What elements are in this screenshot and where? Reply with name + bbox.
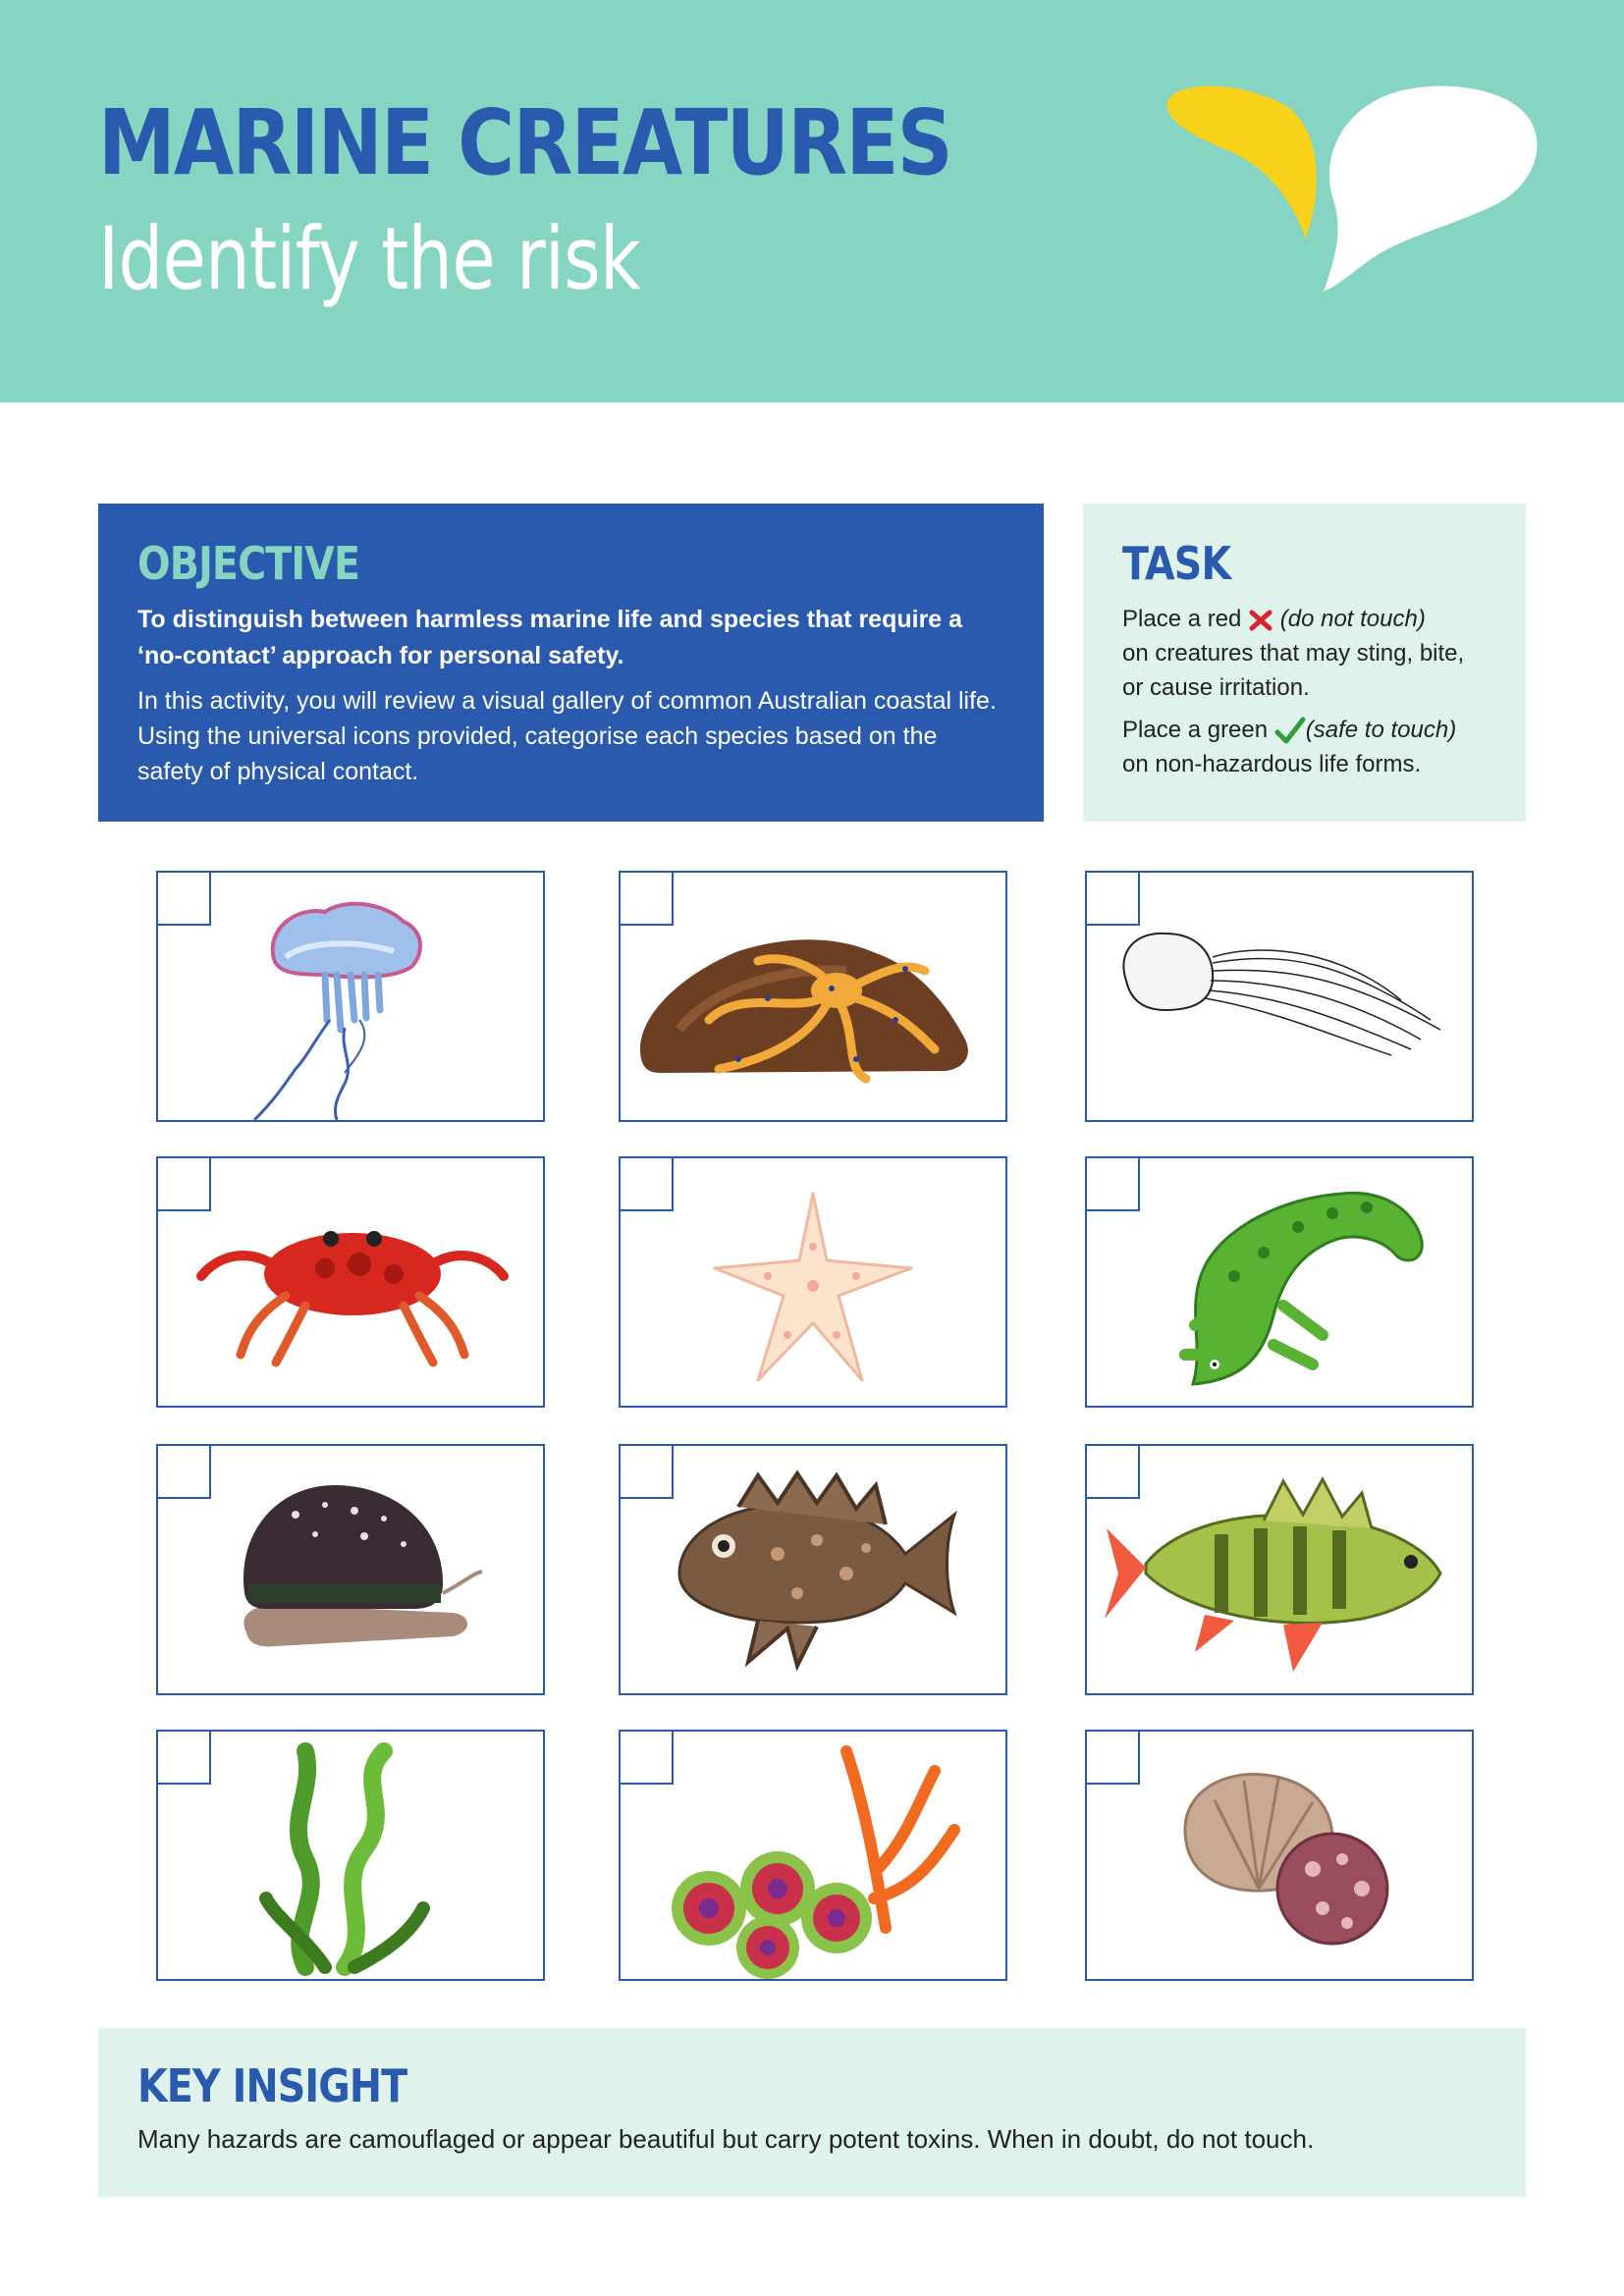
creature-card-sea-shells [1085, 1730, 1474, 1981]
objective-body: In this activity, you will review a visual gallery of common Australian coastal life. Using the universal icons provided, categorise each species based on the safety of physical contact. [137, 687, 997, 785]
cone-snail-image [158, 1446, 543, 1693]
seaweed-image [158, 1732, 543, 1979]
check-icon [1274, 717, 1306, 746]
task-green-prefix: Place a green [1122, 717, 1269, 743]
blue-ringed-octopus-image [621, 873, 1005, 1120]
objective-lead: To distinguish between harmless marine life and species that require a ‘no-contact’ approach for personal safety. [137, 606, 963, 669]
task-green-instruction [1122, 713, 1487, 781]
stonefish-image [621, 1446, 1005, 1693]
page-subtitle: Identify the risk [98, 208, 640, 309]
task-heading: TASK [1122, 537, 1231, 590]
red-crab-image [158, 1158, 543, 1406]
answer-checkbox[interactable] [156, 1730, 211, 1785]
cross-icon [1248, 609, 1273, 632]
key-insight-text: Many hazards are camouflaged or appear beautiful but carry potent toxins. When in doubt, do not touch. [137, 2124, 1315, 2154]
answer-checkbox[interactable] [1085, 871, 1140, 926]
task-red-label: (do not touch) [1279, 606, 1426, 632]
perch-image [1087, 1446, 1472, 1693]
creature-card-crocodile [1085, 1156, 1474, 1408]
answer-checkbox[interactable] [1085, 1730, 1140, 1785]
answer-checkbox[interactable] [1085, 1444, 1140, 1499]
answer-checkbox[interactable] [619, 871, 674, 926]
creature-card-blue-ringed-octopus [619, 871, 1007, 1122]
answer-checkbox[interactable] [1085, 1156, 1140, 1211]
creature-card-stonefish [619, 1444, 1007, 1695]
creature-card-sea-star [619, 1156, 1007, 1408]
task-red-instruction [1122, 602, 1487, 705]
task-green-rest: on non-hazardous life forms. [1122, 751, 1422, 777]
creature-card-zoanthid-coral [619, 1730, 1007, 1981]
objective-panel [98, 504, 1044, 822]
crocodile-image [1087, 1158, 1472, 1406]
answer-checkbox[interactable] [619, 1730, 674, 1785]
answer-checkbox[interactable] [156, 1156, 211, 1211]
task-panel [1083, 504, 1526, 822]
speech-splash-icon [1159, 83, 1542, 299]
answer-checkbox[interactable] [619, 1156, 674, 1211]
creature-card-box-jellyfish [1085, 871, 1474, 1122]
key-insight-heading: KEY INSIGHT [137, 2059, 407, 2112]
objective-heading: OBJECTIVE [137, 537, 360, 590]
answer-checkbox[interactable] [619, 1444, 674, 1499]
page-title: MARINE CREATURES [98, 90, 951, 195]
task-green-label: (safe to touch) [1305, 717, 1457, 743]
sea-star-image [621, 1158, 1005, 1406]
key-insight-panel [98, 2028, 1526, 2197]
answer-checkbox[interactable] [156, 871, 211, 926]
creature-card-cone-snail [156, 1444, 545, 1695]
bluebottle-image [158, 873, 543, 1120]
creature-card-perch [1085, 1444, 1474, 1695]
sea-shells-image [1087, 1732, 1472, 1979]
zoanthid-coral-image [621, 1732, 1005, 1979]
answer-checkbox[interactable] [156, 1444, 211, 1499]
creature-card-bluebottle [156, 871, 545, 1122]
creature-card-red-crab [156, 1156, 545, 1408]
header-band [0, 0, 1624, 402]
task-red-rest: on creatures that may sting, bite, or cause irritation. [1122, 640, 1465, 701]
creature-card-seaweed [156, 1730, 545, 1981]
box-jellyfish-image [1087, 873, 1472, 1120]
task-red-prefix: Place a red [1122, 606, 1242, 632]
